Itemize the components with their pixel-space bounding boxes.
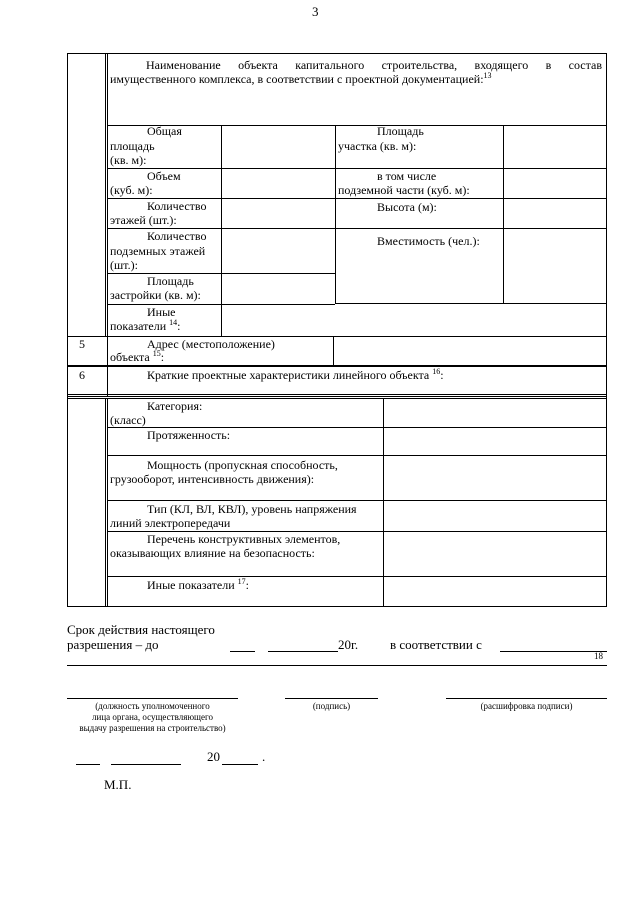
elements-label-1: Перечень конструктивных элементов, (147, 532, 341, 546)
elements-label-2: оказывающих влияние на безопасность: (110, 546, 315, 560)
date-month-blank[interactable] (111, 764, 181, 765)
total-area-label-2: площадь (110, 139, 155, 153)
linear-other-label: Иные показатели $^{17}$: (147, 577, 249, 592)
signature-caption: (подпись) (312, 701, 351, 711)
length-label: Протяженность: (147, 428, 231, 442)
line-type-label-2: линий электропередачи (110, 516, 231, 530)
volume-label-2: (куб. м): (110, 183, 153, 197)
position-caption-3: выдачу разрешения на строительство) (79, 723, 226, 733)
date-dot: . (262, 749, 266, 764)
page-number: 3 (312, 4, 319, 19)
section6-number: 6 (79, 368, 85, 382)
stamp-label: М.П. (104, 777, 132, 792)
section5-label-1: Адрес (местоположение) (147, 337, 275, 351)
other-label-1: Иные (147, 305, 176, 319)
name-line[interactable] (446, 698, 607, 699)
site-area-label-1: Площадь (377, 124, 424, 138)
power-label-2: грузооборот, интенсивность движения): (110, 472, 315, 486)
category-label-2: (класс) (110, 413, 146, 427)
section5-label-2: объекта $^{15}$: (110, 349, 165, 364)
volume-label-1: Объем (147, 169, 181, 183)
section6-label: Краткие проектные характеристики линейного объекта $^{16}$: (147, 367, 444, 382)
other-label-2: показатели $^{14}$: (110, 318, 181, 333)
underground-part-label-1: в том числе (377, 169, 437, 183)
name-caption: (расшифровка подписи) (480, 701, 573, 711)
floors-label-2: этажей (шт.): (110, 213, 177, 227)
object-heading-line1: Наименование объекта капитального строительства, входящего в состав (146, 58, 602, 72)
validity-note: 18 (594, 651, 603, 661)
date-year-blank[interactable] (222, 764, 258, 765)
floors-label-1: Количество (147, 199, 207, 213)
site-area-label-2: участка (кв. м): (338, 139, 417, 153)
line-type-label-1: Тип (КЛ, ВЛ, КВЛ), уровень напряжения (147, 502, 357, 516)
position-caption-2: лица органа, осуществляющего (92, 712, 213, 722)
underground-floors-label-1: Количество (147, 229, 207, 243)
day-blank[interactable] (230, 651, 255, 652)
section5-number: 5 (79, 337, 85, 351)
object-heading-line2: имущественного комплекса, в соответствии с проектной документацией:$^{13}$ (110, 71, 492, 86)
signature-line[interactable] (285, 698, 378, 699)
built-area-label-1: Площадь (147, 274, 194, 288)
position-caption-1: (должность уполномоченного (95, 701, 210, 711)
validity-label-1: Срок действия настоящего (67, 622, 215, 637)
capacity-label: Вместимость (чел.): (377, 234, 480, 248)
date-day-blank[interactable] (76, 764, 100, 765)
underground-floors-label-3: (шт.): (110, 258, 138, 272)
total-area-label-1: Общая (147, 124, 182, 138)
validity-label-2: разрешения – до (67, 637, 159, 652)
category-label-1: Категория: (147, 399, 203, 413)
underground-part-label-2: подземной части (куб. м): (338, 183, 470, 197)
underground-floors-label-2: подземных этажей (110, 244, 206, 258)
validity-according: в соответствии с (390, 637, 482, 652)
according-continuation-line (67, 665, 607, 666)
month-blank[interactable] (268, 651, 338, 652)
validity-year: 20г. (338, 637, 359, 652)
date-year-prefix: 20 (207, 749, 220, 764)
position-line[interactable] (67, 698, 238, 699)
built-area-label-2: застройки (кв. м): (110, 288, 201, 302)
height-label: Высота (м): (377, 200, 437, 214)
according-blank[interactable] (500, 651, 607, 652)
total-area-label-3: (кв. м): (110, 153, 147, 167)
power-label-1: Мощность (пропускная способность, (147, 458, 338, 472)
